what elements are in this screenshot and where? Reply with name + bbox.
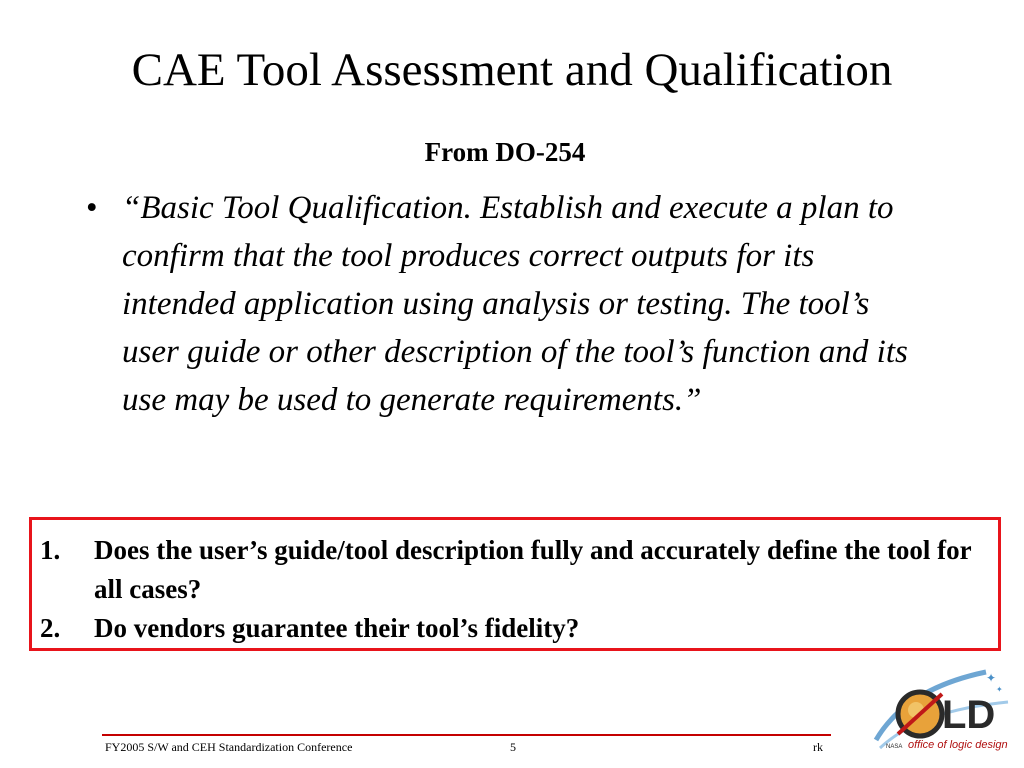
question-number: 2. — [40, 613, 61, 643]
questions-callout-box — [29, 517, 1001, 651]
svg-text:LD: LD — [942, 693, 996, 737]
bullet-marker: • — [86, 190, 98, 226]
question-item — [40, 609, 984, 648]
slide-title: CAE Tool Assessment and Qualification — [131, 44, 893, 96]
footer-page-number: 5 — [510, 740, 516, 754]
question-number: 1. — [40, 535, 61, 565]
office-of-logic-design-logo — [868, 662, 1018, 762]
question-text: Does the user’s guide/tool description fully and accurately define the tool for all cases? — [94, 535, 972, 604]
quote-bullet — [86, 184, 946, 424]
svg-text:✦: ✦ — [996, 685, 1003, 694]
question-text: Do vendors guarantee their tool’s fidelity? — [94, 613, 580, 643]
logo-small-text: NASA — [886, 744, 903, 750]
logo-subtext: office of logic design — [908, 739, 1008, 751]
footer-divider — [102, 734, 831, 736]
question-item — [40, 531, 984, 609]
quote-text: “Basic Tool Qualification. Establish and execute a plan to confirm that the tool produces correct outputs for its intended application using analysis or testing. The tool’s user guide or other description of the tool’s function and its use may be used to generate requirements.” — [122, 190, 908, 418]
svg-text:✦: ✦ — [986, 671, 997, 685]
slide-subtitle: From DO-254 — [424, 137, 586, 167]
footer-author-initials: rk — [813, 740, 823, 754]
footer-conference-name: FY2005 S/W and CEH Standardization Conference — [105, 740, 353, 754]
